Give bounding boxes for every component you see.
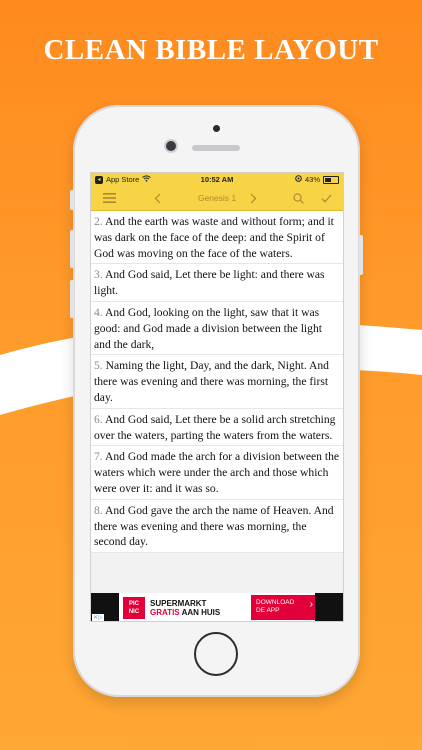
- ad-download-button[interactable]: [251, 595, 317, 620]
- earpiece-speaker: [192, 145, 240, 151]
- verse-text: And God gave the arch the name of Heaven. And there was evening and there was morning, the second day.: [94, 503, 334, 549]
- front-sensor: [213, 125, 220, 132]
- verse-list[interactable]: [91, 211, 343, 553]
- verse-item[interactable]: [91, 211, 343, 264]
- ad-line-2: [150, 608, 220, 617]
- verse-item[interactable]: [91, 355, 343, 408]
- verse-text: And God, looking on the light, saw that it was good: and God made a division between the light and the dark,: [94, 305, 322, 351]
- verse-text: Naming the light, Day, and the dark, Night. And there was evening and there was morning, the first day.: [94, 359, 329, 404]
- headline: CLEAN BIBLE LAYOUT: [43, 34, 379, 66]
- verse-item[interactable]: [91, 264, 343, 302]
- verse-number: 8.: [94, 503, 103, 517]
- status-bar: [91, 173, 343, 186]
- verse-item[interactable]: [91, 446, 343, 499]
- ad-logo-bottom: NIC: [128, 608, 140, 615]
- verse-number: 7.: [94, 450, 103, 464]
- mute-switch: [70, 190, 74, 210]
- verse-item[interactable]: [91, 302, 343, 355]
- back-arrow-icon[interactable]: ◂: [95, 176, 103, 184]
- ad-logo: [123, 597, 145, 619]
- volume-down-button: [70, 280, 74, 318]
- ad-cta-line-1: DOWNLOAD: [256, 599, 295, 606]
- chevron-right-icon: ›: [309, 599, 313, 610]
- next-chapter-icon[interactable]: [245, 186, 261, 210]
- app-screen: [90, 172, 344, 622]
- ad-banner[interactable]: [91, 593, 343, 622]
- verse-number: 2.: [94, 215, 103, 228]
- ad-side-panel-right: [315, 593, 343, 622]
- nav-bar: [91, 186, 343, 211]
- verse-item[interactable]: [91, 500, 343, 553]
- ad-copy: [150, 599, 220, 617]
- verse-number: 5.: [94, 359, 103, 373]
- status-time: 10:52 AM: [200, 175, 234, 184]
- ad-logo-top: PIC: [128, 600, 139, 607]
- battery-icon: [323, 176, 339, 184]
- ad-cta-line-2: DE APP: [256, 606, 280, 614]
- volume-up-button: [70, 230, 74, 268]
- verse-number: 3.: [94, 268, 103, 282]
- battery-percent: 43%: [304, 175, 320, 184]
- back-to-app-label[interactable]: App Store: [106, 175, 140, 184]
- verse-number: 4.: [94, 305, 103, 319]
- ad-line-2-rest: AAN HUIS: [179, 607, 221, 617]
- ad-side-panel-left: [91, 593, 119, 622]
- verse-number: 6.: [94, 412, 103, 426]
- home-button[interactable]: [194, 632, 238, 676]
- chapter-title[interactable]: Genesis 1: [197, 193, 237, 203]
- ad-line-2-highlight: GRATIS: [150, 607, 180, 617]
- verse-text: And God said, Let there be a solid arch stretching over the waters, parting the waters from the waters.: [94, 412, 336, 442]
- front-camera: [166, 141, 176, 151]
- verse-text: And the earth was waste and without form; and it was dark on the face of the deep: and the Spirit of God was moving on the face of the waters.: [94, 215, 334, 260]
- power-button: [359, 235, 363, 275]
- adchoices-icon[interactable]: ✕▷: [93, 615, 103, 621]
- location-icon: [295, 175, 302, 184]
- verse-item[interactable]: [91, 409, 343, 447]
- verse-text: And God said, Let there be light: and there was light.: [94, 268, 325, 298]
- search-icon[interactable]: [289, 186, 307, 210]
- verse-text: And God made the arch for a division between the waters which were under the arch and those which were over it: and it was so.: [94, 450, 340, 495]
- checkmark-icon[interactable]: [317, 186, 335, 210]
- ad-line-1: SUPERMARKT: [150, 598, 207, 608]
